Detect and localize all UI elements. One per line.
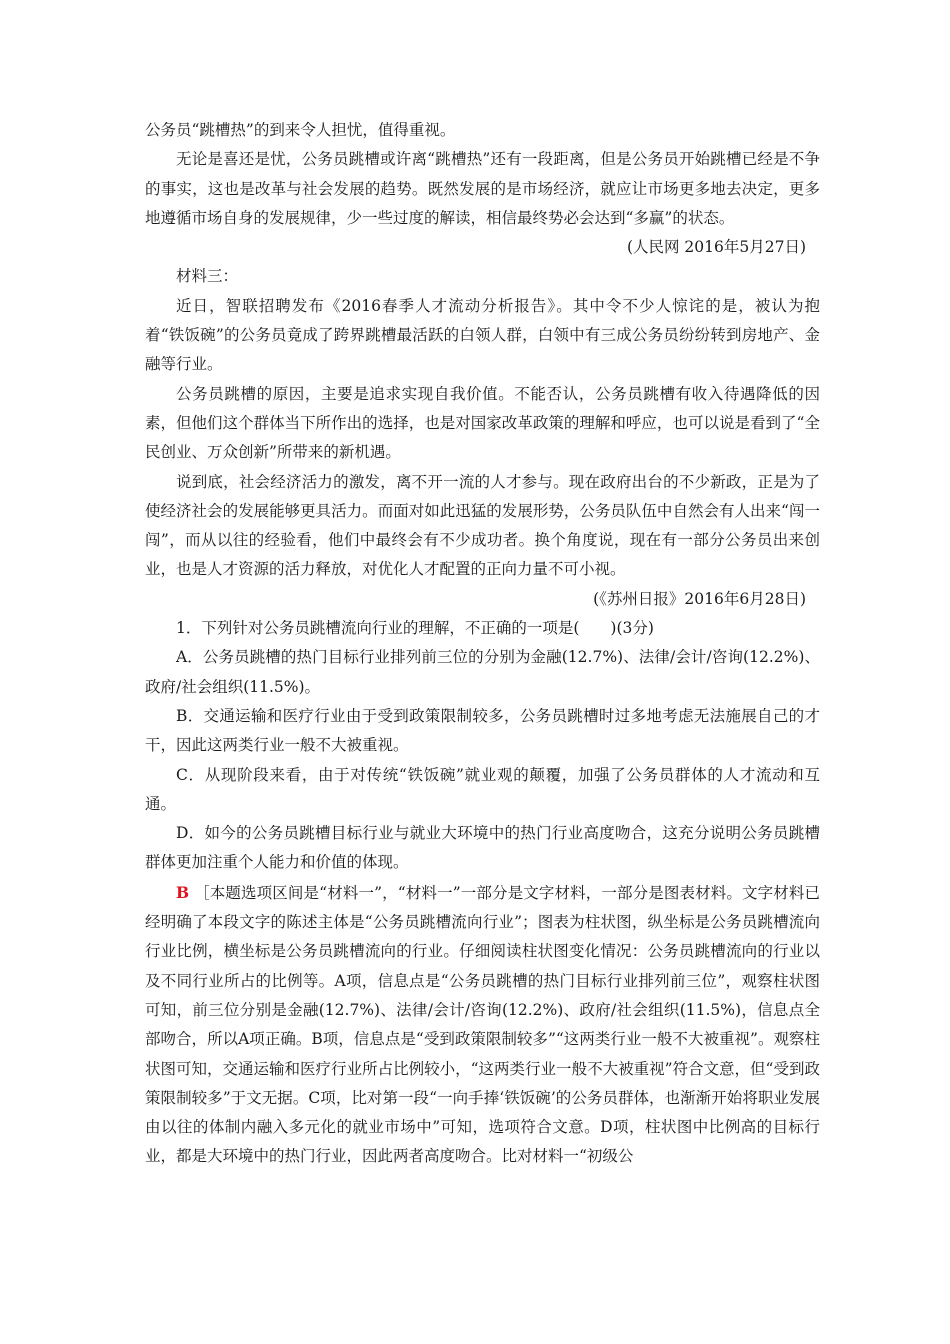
option-d: D．如今的公务员跳槽目标行业与就业大环境中的热门行业高度吻合，这充分说明公务员跳槽群体更加注重个人能力和价值的体现。 bbox=[145, 824, 820, 872]
material2-paragraph-last: 无论是喜还是忧，公务员跳槽或许离“跳槽热”还有一段距离，但是公务员开始跳槽已经是不争的事实，这也是改革与社会发展的趋势。既然发展的是市场经济，就应让市场更多地去决定，更多地遵循市场自身的发展规律，少一些过度的解读，相信最终势必会达到“多赢”的状态。 bbox=[145, 150, 820, 227]
option-a: A．公务员跳槽的热门目标行业排列前三位的分别为金融(12.7%)、法律/会计/咨询(12.2%)、政府/社会组织(11.5%)。 bbox=[145, 648, 820, 696]
answer-letter: B bbox=[176, 882, 190, 902]
material3-heading: 材料三： bbox=[176, 267, 239, 286]
material3-source: (《苏州日报》2016年6月28日) bbox=[593, 589, 806, 608]
question-stem: 1．下列针对公务员跳槽流向行业的理解，不正确的一项是( )(3分) bbox=[176, 619, 654, 638]
answer-paragraph bbox=[145, 878, 820, 1172]
material2-paragraph-tail: 公务员“跳槽热”的到来令人担忧，值得重视。 bbox=[145, 121, 456, 139]
material3-paragraph-3: 说到底，社会经济活力的激发，离不开一流的人才参与。现在政府出台的不少新政，正是为了使经济社会的发展能够更具活力。而面对如此迅猛的发展形势，公务员队伍中自然会有人出来“闯一闯”，而从以往的经验看，他们中最终会有不少成功者。换个角度说，现在有一部分公务员出来创业，也是人才资源的活力释放，对优化人才配置的正向力量不可小视。 bbox=[145, 472, 820, 579]
material2-source: (人民网 2016年5月27日) bbox=[626, 238, 806, 257]
material3-paragraph-2: 公务员跳槽的原因，主要是追求实现自我价值。不能否认，公务员跳槽有收入待遇降低的因素，但他们这个群体当下所作出的选择，也是对国家改革政策的理解和呼应，也可以说是看到了“全民创业、万众创新”所带来的新机遇。 bbox=[145, 384, 820, 462]
answer-explanation: ［本题选项区间是“材料一”，“材料一”一部分是文字材料，一部分是图表材料。文字材料已经明确了本段文字的陈述主体是“公务员跳槽流向行业”；图表为柱状图，纵坐标是公务员跳槽流向行业比例，横坐标是公务员跳槽流向的行业。仔细阅读柱状图变化情况：公务员跳槽流向的行业以及不同行业所占的比例等。A项，信息点是“公务员跳槽的热门目标行业排列前三位”，观察柱状图可知，前三位分别是金融(12.7%)、法律/会计/咨询(12.2%)、政府/社会组织(11.5%)，信息点全部吻合，所以A项正确。B项，信息点是“受到政策限制较多”“这两类行业一般不大被重视”。观察柱状图可知，交通运输和医疗行业所占比例较小，“这两类行业一般不大被重视”符合文意，但“受到政策限制较多”于文无据。C项，比对第一段“一向手捧‘铁饭碗’的公务员群体，也渐渐开始将职业发展由以往的体制内融入多元化的就业市场中”可知，选项符合文意。D项，柱状图中比例高的目标行业，都是大环境中的热门行业，因此两者高度吻合。比对材料一“初级公 bbox=[145, 883, 820, 1166]
document-page bbox=[145, 116, 820, 1172]
material3-paragraph-1: 近日，智联招聘发布《2016春季人才流动分析报告》。其中令不少人惊诧的是，被认为抱着“铁饭碗”的公务员竟成了跨界跳槽最活跃的白领人群，白领中有三成公务员纷纷转到房地产、金融等行业。 bbox=[145, 296, 820, 374]
option-b: B．交通运输和医疗行业由于受到政策限制较多，公务员跳槽时过多地考虑无法施展自己的才干，因此这两类行业一般不大被重视。 bbox=[145, 706, 820, 755]
option-c: C．从现阶段来看，由于对传统“铁饭碗”就业观的颠覆，加强了公务员群体的人才流动和互通。 bbox=[145, 765, 820, 813]
